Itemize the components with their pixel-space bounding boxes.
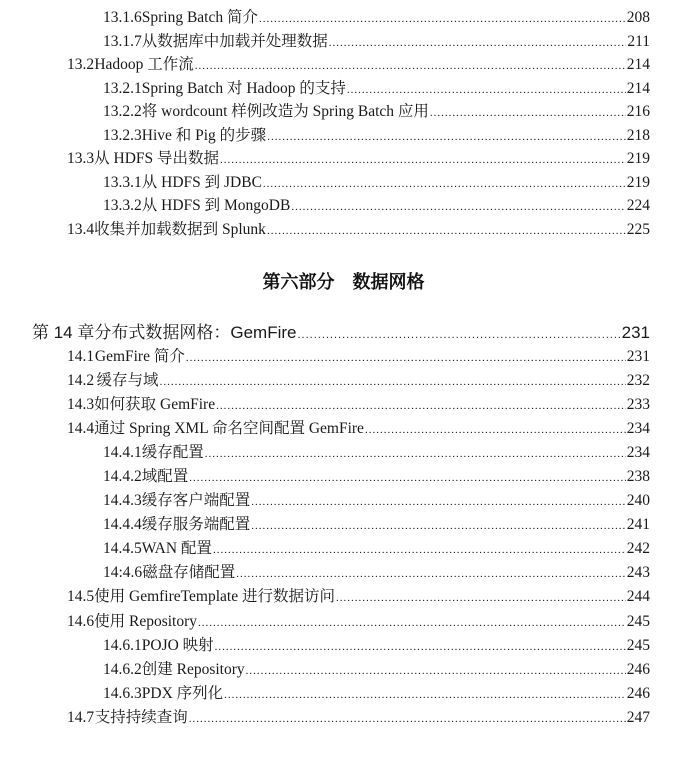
entry-page: 244 xyxy=(626,588,650,606)
entry-number: 14.3 xyxy=(67,396,95,414)
toc-subsection-entry[interactable] xyxy=(0,513,687,537)
dot-leader xyxy=(347,79,626,103)
entry-title: 从 HDFS 到 MongoDB xyxy=(141,197,291,214)
dot-leader xyxy=(263,173,626,197)
toc-section-entry[interactable] xyxy=(0,585,687,609)
entry-title: GemFire 简介 xyxy=(94,348,185,365)
dot-leader xyxy=(160,370,626,394)
toc-chapter-entry[interactable] xyxy=(0,318,687,343)
entry-number: 14.2 xyxy=(67,372,95,390)
entry-number: 14.7 xyxy=(67,708,95,726)
dot-leader xyxy=(291,196,625,220)
entry-number: 13.3.1 xyxy=(103,173,142,191)
toc-section-13 xyxy=(0,6,687,241)
entry-number: 13.2.1 xyxy=(103,79,142,97)
chapter-page: 231 xyxy=(621,323,650,342)
toc-subsection-entry[interactable] xyxy=(0,634,687,658)
entry-number: 14.6.2 xyxy=(103,660,142,678)
entry-number: 14.4.5 xyxy=(103,540,142,558)
entry-title: Spring Batch 简介 xyxy=(141,9,258,26)
entry-number: 13.2.3 xyxy=(103,126,142,144)
toc-subsection-entry[interactable] xyxy=(0,682,687,706)
entry-page: 238 xyxy=(626,468,650,486)
entry-number: 13.1.6 xyxy=(103,9,142,26)
dot-leader xyxy=(259,8,626,32)
entry-title: POJO 映射 xyxy=(141,636,214,654)
entry-title: 将 wordcount 样例改造为 Spring Batch 应用 xyxy=(141,103,429,120)
entry-number: 13.1.7 xyxy=(103,32,142,50)
toc-section-entry[interactable] xyxy=(0,218,687,242)
dot-leader xyxy=(365,418,626,442)
entry-title: 使用 Repository xyxy=(94,612,198,630)
entry-title: 域配置 xyxy=(141,468,189,486)
entry-title: 从 HDFS 到 JDBC xyxy=(141,173,262,191)
dot-leader xyxy=(189,707,626,731)
entry-title: 缓存与域 xyxy=(96,372,159,390)
entry-number: 13.2.2 xyxy=(103,103,142,120)
entry-page: 246 xyxy=(626,660,650,678)
dot-leader xyxy=(430,102,626,126)
toc-subsection-entry[interactable] xyxy=(0,561,687,585)
toc-section-entry[interactable] xyxy=(0,53,687,77)
entry-page: 211 xyxy=(627,32,650,50)
entry-page: 219 xyxy=(626,150,650,167)
toc-section-entry[interactable] xyxy=(0,345,687,369)
entry-title: 收集并加载数据到 Splunk xyxy=(94,220,266,238)
dot-leader xyxy=(213,538,626,562)
entry-title: Spring Batch 对 Hadoop 的支持 xyxy=(141,79,346,97)
toc-subsection-entry[interactable] xyxy=(0,537,687,561)
entry-page: 218 xyxy=(626,126,650,144)
toc-subsection-entry[interactable] xyxy=(0,77,687,101)
chapter-number: 第 14 章 xyxy=(32,323,95,342)
entry-title: PDX 序列化 xyxy=(141,684,224,702)
chapter-title: 分布式数据网格：GemFire xyxy=(94,323,297,342)
entry-title: 磁盘存储配置 xyxy=(142,564,236,582)
dot-leader xyxy=(267,126,626,150)
entry-page: 219 xyxy=(626,173,650,191)
entry-number: 14.4.2 xyxy=(103,468,142,486)
entry-title: 缓存配置 xyxy=(141,444,204,462)
entry-title: Hadoop 工作流 xyxy=(94,56,194,73)
entry-page: 208 xyxy=(626,9,650,26)
toc-section-entry[interactable] xyxy=(0,369,687,393)
dot-leader xyxy=(267,220,626,244)
toc-subsection-entry[interactable] xyxy=(0,6,687,30)
dot-leader xyxy=(215,635,626,659)
entry-page: 214 xyxy=(626,79,650,97)
dot-leader xyxy=(297,329,620,341)
part-heading: 第六部分 数据网格 xyxy=(262,272,425,293)
entry-title: 使用 GemfireTemplate 进行数据访问 xyxy=(94,588,335,606)
entry-title: 缓存客户端配置 xyxy=(141,492,251,510)
entry-number: 14.6.3 xyxy=(103,684,142,702)
entry-page: 225 xyxy=(626,220,650,238)
entry-page: 242 xyxy=(626,540,650,558)
entry-title: 从 HDFS 导出数据 xyxy=(94,150,220,167)
entry-number: 13.3.2 xyxy=(103,197,142,214)
entry-title: WAN 配置 xyxy=(141,540,212,558)
entry-page: 224 xyxy=(626,197,650,214)
dot-leader xyxy=(236,562,626,586)
dot-leader xyxy=(198,611,626,635)
toc-subsection-entry[interactable] xyxy=(0,30,687,54)
dot-leader xyxy=(251,514,625,538)
toc-subsection-entry[interactable] xyxy=(0,171,687,195)
entry-page: 245 xyxy=(626,612,650,630)
entry-page: 233 xyxy=(626,396,650,414)
entry-number: 13.2 xyxy=(67,56,95,73)
toc-subsection-entry[interactable] xyxy=(0,441,687,465)
dot-leader xyxy=(336,586,626,610)
toc-section-14 xyxy=(0,345,687,730)
dot-leader xyxy=(251,490,625,514)
entry-page: 247 xyxy=(626,708,650,726)
entry-title: 缓存服务端配置 xyxy=(141,516,251,534)
entry-number: 14.6 xyxy=(67,612,95,630)
entry-number: 14:4.6 xyxy=(103,564,143,582)
entry-title: 支持持续查询 xyxy=(94,708,188,726)
entry-page: 214 xyxy=(626,56,650,73)
entry-page: 245 xyxy=(626,636,650,654)
entry-page: 243 xyxy=(626,564,650,582)
dot-leader xyxy=(220,149,626,173)
entry-page: 232 xyxy=(626,372,650,390)
entry-page: 240 xyxy=(626,492,650,510)
entry-number: 14.4.1 xyxy=(103,444,142,462)
dot-leader xyxy=(186,346,626,370)
entry-number: 14.4 xyxy=(67,420,95,438)
entry-title: 通过 Spring XML 命名空间配置 GemFire xyxy=(94,420,364,438)
entry-page: 234 xyxy=(626,420,650,438)
toc-subsection-entry[interactable] xyxy=(0,194,687,218)
dot-leader xyxy=(224,683,626,707)
toc-section-entry[interactable] xyxy=(0,393,687,417)
entry-number: 13.4 xyxy=(67,220,95,238)
toc-subsection-entry[interactable] xyxy=(0,100,687,124)
dot-leader xyxy=(195,55,626,79)
entry-number: 14.5 xyxy=(67,588,95,606)
entry-number: 14.1 xyxy=(67,348,95,365)
entry-title: 如何获取 GemFire xyxy=(94,396,216,414)
entry-number: 14.4.3 xyxy=(103,492,142,510)
entry-title: 从数据库中加载并处理数据 xyxy=(141,32,328,50)
dot-leader xyxy=(216,394,626,418)
toc-subsection-entry[interactable] xyxy=(0,124,687,148)
entry-number: 13.3 xyxy=(67,150,95,167)
dot-leader xyxy=(189,466,625,490)
entry-page: 241 xyxy=(626,516,650,534)
entry-number: 14.4.4 xyxy=(103,516,142,534)
dot-leader xyxy=(205,442,626,466)
toc-subsection-entry[interactable] xyxy=(0,658,687,682)
toc-section-entry[interactable] xyxy=(0,706,687,730)
toc-section-entry[interactable] xyxy=(0,417,687,441)
entry-page: 216 xyxy=(626,103,650,120)
dot-leader xyxy=(246,659,626,683)
dot-leader xyxy=(329,32,627,56)
toc-section-entry[interactable] xyxy=(0,147,687,171)
toc-section-entry[interactable] xyxy=(0,610,687,634)
entry-title: Hive 和 Pig 的步骤 xyxy=(141,126,267,144)
entry-title: 创建 Repository xyxy=(141,660,245,678)
entry-page: 231 xyxy=(626,348,650,365)
toc-subsection-entry[interactable] xyxy=(0,489,687,513)
entry-number: 14.6.1 xyxy=(103,636,142,654)
entry-page: 234 xyxy=(626,444,650,462)
entry-page: 246 xyxy=(626,684,650,702)
toc-subsection-entry[interactable] xyxy=(0,465,687,489)
